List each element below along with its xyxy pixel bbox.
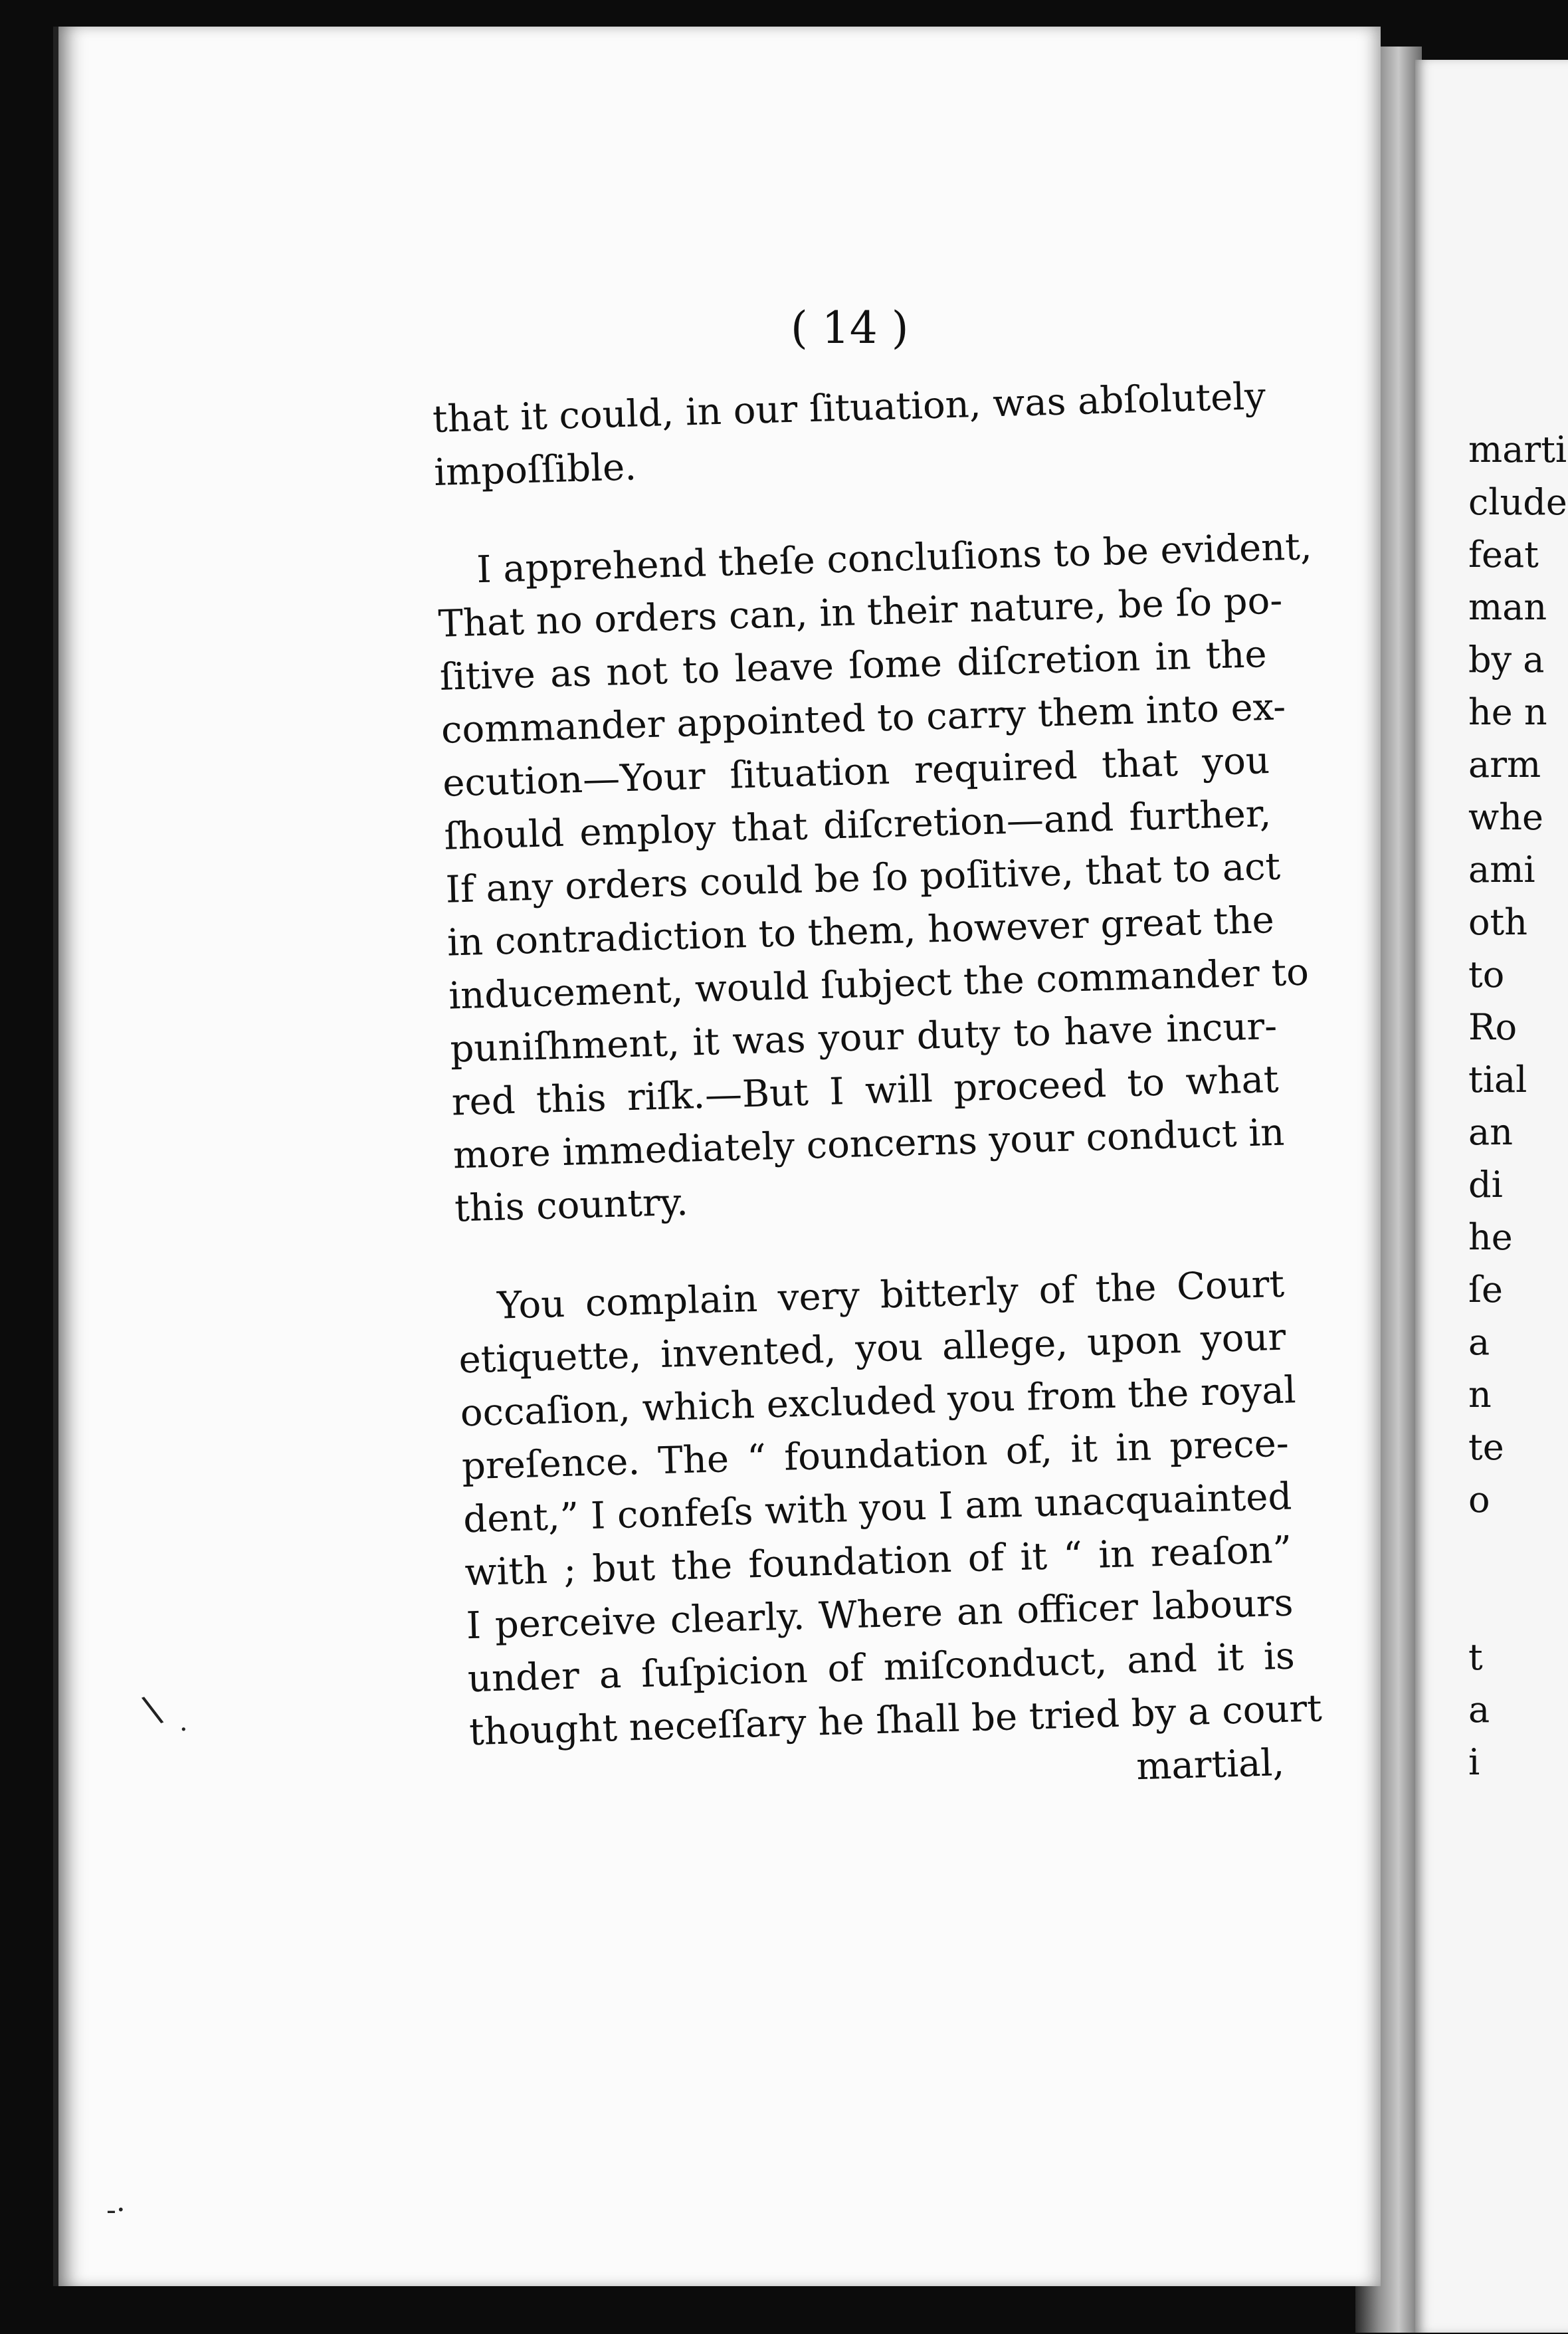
text-line: occaſion, which excluded you from the royal [459,1368,1297,1435]
page-number: ( 14 ) [791,302,909,354]
text-line: this country. [454,1180,689,1231]
opposite-page-fragment: te [1468,1426,1504,1468]
opposite-page-fragment: an [1468,1111,1513,1153]
opposite-page-fragment: clude [1468,481,1567,523]
opposite-page-fragment: di [1468,1164,1503,1206]
text-line: You complain very bitterly of the Court [496,1262,1285,1328]
catchword: martial, [1135,1741,1285,1789]
body-text [432,370,1323,1812]
opposite-page-fragment: feat [1468,534,1539,576]
text-line: commander appointed to carry them into ex- [441,685,1286,752]
text-line: ſitive as not to leave ſome diſcretion in the [439,633,1268,699]
text-line: more immediately concerns your conduct in [452,1111,1286,1178]
opposite-page-fragment: o [1468,1479,1490,1521]
text-line: etiquette, invented, you allege, upon your [458,1315,1287,1382]
text-line: ecution—Your ſituation required that you [442,739,1270,805]
opposite-page-fragment: t [1468,1636,1483,1678]
opposite-page-fragment: whe [1468,796,1543,838]
text-line: I apprehend theſe concluſions to be evident, [476,525,1313,592]
text-line: preſence. The “ foundation of, it in prece- [461,1422,1290,1489]
opposite-page-fragment: a [1468,1321,1490,1363]
opposite-page-fragment: ſe [1468,1269,1503,1311]
text-line: red this riſk.—But I will proceed to what [450,1057,1280,1124]
opposite-page-fragment: i [1468,1741,1480,1783]
text-line: If any orders could be ſo poſitive, that to act [444,845,1281,912]
text-line: under a ſuſpicion of miſconduct, and it is [467,1634,1296,1701]
opposite-page-fragment: tial [1468,1059,1527,1101]
text-line: thought neceſſary he ſhall be tried by a court [468,1687,1323,1754]
opposite-page-fragment: he n [1468,691,1547,733]
margin-mark: · [179,1715,188,1745]
opposite-page-fragment: marti [1468,429,1567,471]
text-line: in contradiction to them, however great the [446,898,1275,965]
opposite-page-fragment: ami [1468,849,1535,891]
margin-mark: -· [106,2193,126,2227]
text-line: I perceive clearly. Where an officer labours [465,1581,1294,1648]
text-line: that it could, in our ſituation, was abſolutely [432,374,1266,441]
opposite-page-fragment: by a [1468,639,1545,681]
text-line: That no orders can, in their nature, be ſo po- [437,579,1284,646]
margin-mark: \ [139,1687,166,1733]
text-line: impoſſible. [433,445,637,494]
opposite-page-fragment: arm [1468,744,1541,786]
opposite-page-fragment: Ro [1468,1006,1518,1048]
opposite-page-fragment: to [1468,954,1505,996]
opposite-page-fragment: man [1468,586,1547,628]
opposite-page-fragment: a [1468,1689,1490,1731]
text-line: puniſhment, it was your duty to have incur- [449,1004,1278,1071]
text-line: dent,” I confeſs with you I am unacquainted [462,1475,1293,1542]
opposite-page-fragment: oth [1468,901,1527,943]
text-line: ſhould employ that diſcretion—and further, [443,792,1272,859]
text-line: inducement, would ſubject the commander to [448,950,1310,1018]
opposite-page [1415,60,1568,2333]
opposite-page-fragment: he [1468,1216,1513,1258]
text-line: with ; but the foundation of it “ in reaſon” [464,1528,1292,1595]
opposite-page-fragment: n [1468,1374,1492,1416]
